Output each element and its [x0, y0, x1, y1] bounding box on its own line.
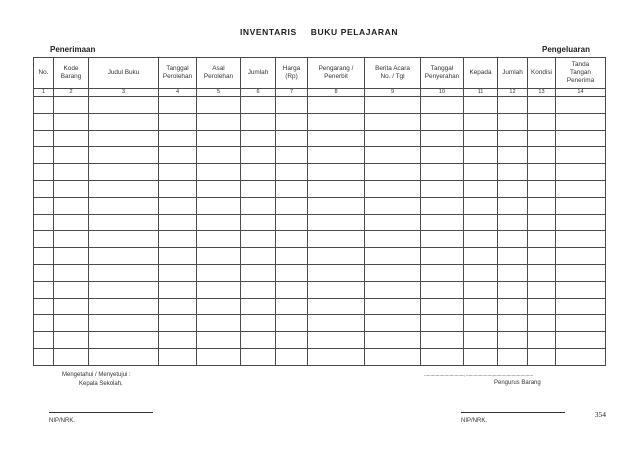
table-cell [498, 315, 528, 332]
table-cell [421, 248, 464, 265]
table-cell [464, 180, 498, 197]
column-number: 4 [159, 89, 197, 97]
table-cell [308, 97, 365, 114]
table-cell [528, 164, 556, 181]
table-cell [464, 113, 498, 130]
table-cell [421, 197, 464, 214]
table-cell [197, 147, 241, 164]
table-cell [89, 164, 159, 181]
column-number: 8 [308, 89, 365, 97]
table-cell [241, 97, 276, 114]
table-cell [464, 147, 498, 164]
table-cell [276, 147, 308, 164]
table-cell [241, 214, 276, 231]
table-cell [89, 264, 159, 281]
table-row [34, 315, 606, 332]
table-cell [241, 164, 276, 181]
table-cell [498, 231, 528, 248]
table-cell [197, 298, 241, 315]
table-cell [159, 130, 197, 147]
table-cell [54, 214, 89, 231]
table-cell [365, 180, 421, 197]
column-header: Harga (Rp) [276, 58, 308, 89]
table-cell [241, 264, 276, 281]
table-cell [276, 298, 308, 315]
table-cell [34, 147, 54, 164]
table-cell [241, 315, 276, 332]
column-number: 14 [556, 89, 606, 97]
table-cell [54, 231, 89, 248]
table-cell [54, 197, 89, 214]
table-cell [34, 214, 54, 231]
table-cell [365, 281, 421, 298]
table-cell [556, 264, 606, 281]
table-cell [556, 130, 606, 147]
table-cell [365, 214, 421, 231]
table-cell [159, 147, 197, 164]
header-row [34, 58, 606, 89]
column-header: Jumlah [241, 58, 276, 89]
column-number: 11 [464, 89, 498, 97]
table-cell [276, 130, 308, 147]
table-cell [556, 315, 606, 332]
table-cell [54, 130, 89, 147]
table-cell [276, 264, 308, 281]
table-cell [365, 248, 421, 265]
table-cell [498, 214, 528, 231]
column-header: Pengarang / Penerbit [308, 58, 365, 89]
table-cell [528, 298, 556, 315]
table-cell [197, 264, 241, 281]
table-row [34, 231, 606, 248]
table-cell [54, 180, 89, 197]
table-cell [89, 130, 159, 147]
table-cell [464, 97, 498, 114]
table-cell [421, 231, 464, 248]
table-cell [528, 214, 556, 231]
table-cell [159, 214, 197, 231]
table-cell [464, 197, 498, 214]
table-cell [308, 332, 365, 349]
table-cell [556, 197, 606, 214]
table-cell [159, 113, 197, 130]
table-cell [54, 348, 89, 365]
table-cell [34, 180, 54, 197]
table-cell [159, 315, 197, 332]
table-cell [197, 97, 241, 114]
table-cell [556, 97, 606, 114]
table-cell [159, 164, 197, 181]
table-cell [464, 164, 498, 181]
table-cell [498, 147, 528, 164]
table-cell [241, 231, 276, 248]
table-cell [89, 281, 159, 298]
table-row [34, 113, 606, 130]
column-header: Jumlah [498, 58, 528, 89]
table-cell [241, 113, 276, 130]
table-cell [528, 264, 556, 281]
table-cell [54, 97, 89, 114]
table-row [34, 281, 606, 298]
table-cell [498, 281, 528, 298]
table-cell [276, 180, 308, 197]
table-cell [528, 332, 556, 349]
table-cell [276, 332, 308, 349]
table-cell [308, 281, 365, 298]
page-number: 354 [594, 410, 606, 419]
table-row [34, 180, 606, 197]
table-cell [159, 332, 197, 349]
table-cell [556, 214, 606, 231]
table-cell [197, 348, 241, 365]
table-cell [197, 214, 241, 231]
column-number: 9 [365, 89, 421, 97]
table-cell [556, 332, 606, 349]
table-cell [54, 332, 89, 349]
table-cell [241, 298, 276, 315]
table-row [34, 248, 606, 265]
column-number: 1 [34, 89, 54, 97]
table-cell [89, 248, 159, 265]
table-cell [34, 164, 54, 181]
table-cell [34, 281, 54, 298]
table-cell [421, 113, 464, 130]
table-cell [464, 130, 498, 147]
table-cell [528, 97, 556, 114]
table-cell [276, 281, 308, 298]
table-cell [276, 348, 308, 365]
table-cell [498, 332, 528, 349]
table-cell [54, 147, 89, 164]
table-row [34, 164, 606, 181]
table-cell [89, 298, 159, 315]
table-cell [89, 332, 159, 349]
table-cell [54, 281, 89, 298]
nip-label-right: NIP/NRK. [461, 418, 488, 424]
table-body [34, 97, 606, 366]
table-cell [276, 214, 308, 231]
table-cell [365, 231, 421, 248]
table-cell [159, 281, 197, 298]
table-cell [556, 248, 606, 265]
table-cell [556, 298, 606, 315]
table-cell [276, 97, 308, 114]
table-cell [464, 281, 498, 298]
column-number: 10 [421, 89, 464, 97]
table-cell [197, 248, 241, 265]
column-number: 5 [197, 89, 241, 97]
table-cell [421, 298, 464, 315]
table-cell [498, 298, 528, 315]
table-cell [556, 231, 606, 248]
table-cell [421, 164, 464, 181]
table-cell [308, 264, 365, 281]
table-cell [464, 332, 498, 349]
table-cell [34, 332, 54, 349]
table-cell [528, 197, 556, 214]
column-header: Tanggal Penyerahan [421, 58, 464, 89]
column-number: 6 [241, 89, 276, 97]
table-row [34, 298, 606, 315]
table-cell [528, 281, 556, 298]
table-row [34, 264, 606, 281]
table-cell [421, 180, 464, 197]
table-cell [276, 248, 308, 265]
table-cell [308, 130, 365, 147]
table-cell [54, 315, 89, 332]
table-cell [276, 197, 308, 214]
column-header: Judul Buku [89, 58, 159, 89]
table-cell [421, 214, 464, 231]
table-cell [34, 348, 54, 365]
table-cell [89, 147, 159, 164]
table-cell [89, 348, 159, 365]
table-cell [276, 113, 308, 130]
column-number: 3 [89, 89, 159, 97]
column-header: Asal Perolehan [197, 58, 241, 89]
table-row [34, 214, 606, 231]
table-cell [54, 298, 89, 315]
table-cell [365, 332, 421, 349]
table-cell [241, 180, 276, 197]
table-cell [365, 113, 421, 130]
section-label-receiving: Penerimaan [50, 45, 96, 54]
table-cell [159, 180, 197, 197]
table-cell [241, 130, 276, 147]
title-part-1: INVENTARIS [239, 27, 297, 37]
table-cell [54, 164, 89, 181]
table-cell [308, 248, 365, 265]
signature-line-right [461, 412, 565, 413]
table-cell [498, 248, 528, 265]
table-row [34, 147, 606, 164]
table-cell [528, 231, 556, 248]
table-cell [34, 197, 54, 214]
table-cell [89, 97, 159, 114]
table-cell [528, 180, 556, 197]
table-cell [159, 348, 197, 365]
table-cell [159, 248, 197, 265]
table-cell [308, 147, 365, 164]
manager-label: Pengurus Barang [494, 380, 541, 386]
table-cell [89, 315, 159, 332]
title-part-2: BUKU PELAJARAN [310, 27, 399, 37]
column-header: Kepada [464, 58, 498, 89]
table-cell [34, 130, 54, 147]
column-number: 13 [528, 89, 556, 97]
inventory-table [33, 57, 606, 366]
table-cell [498, 164, 528, 181]
table-cell [241, 197, 276, 214]
table-cell [498, 113, 528, 130]
table-cell [421, 264, 464, 281]
column-number: 7 [276, 89, 308, 97]
table-cell [241, 281, 276, 298]
column-number: 12 [498, 89, 528, 97]
table-cell [308, 113, 365, 130]
table-cell [34, 248, 54, 265]
table-cell [365, 348, 421, 365]
table-cell [421, 97, 464, 114]
table-cell [197, 113, 241, 130]
table-cell [89, 113, 159, 130]
table-cell [54, 264, 89, 281]
table-cell [365, 130, 421, 147]
table-cell [241, 147, 276, 164]
column-header: Tanda Tangan Penerima [556, 58, 606, 89]
approval-label: Mengetahui / Menyetujui : [62, 372, 131, 378]
table-cell [197, 180, 241, 197]
table-cell [365, 315, 421, 332]
table-cell [159, 231, 197, 248]
table-row [34, 197, 606, 214]
table-cell [197, 231, 241, 248]
table-cell [365, 164, 421, 181]
table-cell [464, 231, 498, 248]
table-cell [34, 231, 54, 248]
table-cell [276, 315, 308, 332]
column-header: Berita Acara No. / Tgl [365, 58, 421, 89]
page-title [0, 27, 638, 37]
principal-label: Kepala Sekolah, [79, 381, 123, 387]
table-cell [421, 147, 464, 164]
table-cell [528, 348, 556, 365]
table-cell [89, 214, 159, 231]
table-cell [498, 197, 528, 214]
column-header: Kondisi [528, 58, 556, 89]
table-cell [421, 332, 464, 349]
table-cell [365, 97, 421, 114]
table-cell [556, 180, 606, 197]
table-cell [89, 231, 159, 248]
column-number-row [34, 89, 606, 97]
column-header: Kode Barang [54, 58, 89, 89]
table-cell [556, 147, 606, 164]
table-cell [528, 130, 556, 147]
table-cell [365, 298, 421, 315]
table-cell [308, 197, 365, 214]
table-cell [54, 248, 89, 265]
table-cell [197, 164, 241, 181]
table-cell [556, 281, 606, 298]
table-cell [159, 197, 197, 214]
table-cell [556, 164, 606, 181]
table-cell [365, 147, 421, 164]
table-cell [308, 348, 365, 365]
table-cell [498, 97, 528, 114]
table-cell [421, 315, 464, 332]
table-cell [464, 264, 498, 281]
table-cell [54, 113, 89, 130]
table-cell [365, 197, 421, 214]
table-cell [308, 164, 365, 181]
nip-label-left: NIP/NRK. [49, 418, 76, 424]
table-cell [365, 264, 421, 281]
table-cell [498, 348, 528, 365]
table-cell [308, 214, 365, 231]
table-cell [159, 97, 197, 114]
table-cell [34, 264, 54, 281]
table-cell [89, 180, 159, 197]
table-cell [34, 97, 54, 114]
table-cell [241, 248, 276, 265]
table-cell [528, 147, 556, 164]
table-cell [34, 298, 54, 315]
table-cell [464, 298, 498, 315]
table-cell [421, 348, 464, 365]
table-cell [528, 248, 556, 265]
table-cell [241, 348, 276, 365]
signature-line-left [49, 412, 153, 413]
table-cell [498, 180, 528, 197]
table-cell [528, 113, 556, 130]
table-cell [421, 281, 464, 298]
table-cell [528, 315, 556, 332]
table-cell [197, 315, 241, 332]
column-number: 2 [54, 89, 89, 97]
table-cell [464, 248, 498, 265]
place-date-line: ..............................., ..................................................... [424, 372, 533, 378]
table-cell [498, 264, 528, 281]
table-cell [464, 315, 498, 332]
table-cell [308, 231, 365, 248]
table-cell [276, 231, 308, 248]
table-cell [464, 214, 498, 231]
table-cell [421, 130, 464, 147]
column-header: Tanggal Perolehan [159, 58, 197, 89]
table-cell [308, 315, 365, 332]
table-cell [197, 281, 241, 298]
table-cell [34, 315, 54, 332]
table-cell [89, 197, 159, 214]
table-cell [197, 332, 241, 349]
table-cell [308, 298, 365, 315]
table-cell [34, 113, 54, 130]
table-cell [197, 130, 241, 147]
table-cell [159, 298, 197, 315]
table-cell [241, 332, 276, 349]
column-header: No. [34, 58, 54, 89]
table-cell [197, 197, 241, 214]
table-cell [498, 130, 528, 147]
table-cell [308, 180, 365, 197]
table-cell [159, 264, 197, 281]
table-cell [556, 348, 606, 365]
table-cell [556, 113, 606, 130]
section-label-outgoing: Pengeluaran [541, 45, 590, 54]
table-row [34, 130, 606, 147]
table-row [34, 332, 606, 349]
table-cell [464, 348, 498, 365]
table-row [34, 97, 606, 114]
table-row [34, 348, 606, 365]
table-cell [276, 164, 308, 181]
